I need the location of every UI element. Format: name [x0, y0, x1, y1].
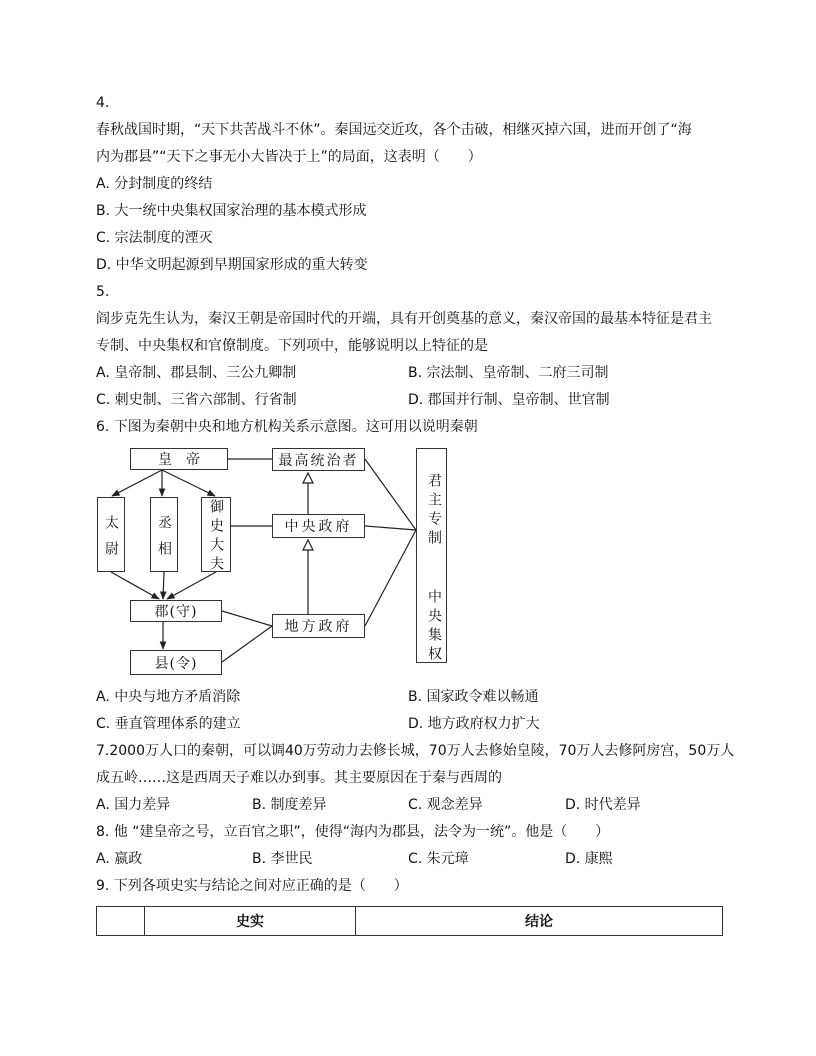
chengxiang-box — [150, 497, 178, 572]
q6-option-a[interactable]: A. 中央与地方矛盾消除 — [96, 689, 241, 705]
q5-number: 5. — [96, 284, 110, 300]
yushi-dafu-label: 御史大夫 — [208, 499, 224, 575]
table-header-conclusion: 结论 — [356, 907, 723, 936]
supreme-ruler-box: 最高统治者 — [272, 448, 365, 471]
q7-option-b[interactable]: B. 制度差异 — [252, 797, 327, 813]
taiwei-label: 太尉 — [103, 514, 119, 567]
q7-option-a[interactable]: A. 国力差异 — [96, 797, 171, 813]
q7-option-c[interactable]: C. 观念差异 — [408, 797, 483, 813]
q5-options-row-1 — [96, 360, 726, 387]
q4-stem-line-2: 内为郡县”“天下之事无小大皆决于上”的局面，这表明（ ） — [96, 149, 482, 165]
q8-option-c[interactable]: C. 朱元璋 — [408, 851, 469, 867]
q8-stem: 8. 他 “建皇帝之号，立百官之职”，使得“海内为郡县，法令为一统”。他是（ ） — [96, 824, 610, 840]
q6-options-row-2 — [96, 711, 726, 738]
q7-options-row — [96, 792, 726, 819]
q5-option-a[interactable]: A. 皇帝制、郡县制、三公九卿制 — [96, 365, 297, 381]
q9-table — [96, 906, 723, 936]
connector-supreme-right — [365, 459, 416, 530]
q6-option-c[interactable]: C. 垂直管理体系的建立 — [96, 716, 241, 732]
q5-stem-line-2: 专制、中央集权和官僚制度。下列项中，能够说明以上特征的是 — [96, 338, 488, 354]
local-government-box: 地方政府 — [272, 614, 365, 638]
arrow-chengxiang-commandery — [163, 572, 164, 599]
q8-option-d[interactable]: D. 康熙 — [565, 851, 613, 867]
q8-option-b[interactable]: B. 李世民 — [252, 851, 313, 867]
table-header-index — [97, 907, 145, 936]
yushi-dafu-box — [201, 497, 231, 575]
q7-stem-line-2: 成五岭……这是西周天子难以办到事。其主要原因在于秦与西周的 — [96, 770, 502, 786]
arrow-emperor-taiwei — [112, 470, 162, 496]
q7-option-d[interactable]: D. 时代差异 — [565, 797, 641, 813]
q9-stem: 9. 下列各项史实与结论之间对应正确的是（ ） — [96, 878, 408, 894]
q6-option-b[interactable]: B. 国家政令难以畅通 — [408, 689, 539, 705]
q4-option-c[interactable]: C. 宗法制度的湮灭 — [96, 230, 213, 246]
q6-options-row-1 — [96, 684, 726, 711]
table-header-facts: 史实 — [145, 907, 356, 936]
arrow-yushi-commandery — [167, 572, 216, 599]
q8-options-row — [96, 846, 726, 873]
commandery-box: 郡(守) — [130, 600, 222, 622]
q8-option-a[interactable]: A. 嬴政 — [96, 851, 143, 867]
q4-stem-line-1: 春秋战国时期，“天下共苦战斗不休”。秦国远交近攻，各个击破，相继灭掉六国，进而开创了“海 — [96, 122, 692, 138]
table-header-row — [97, 907, 723, 936]
qin-government-diagram — [96, 441, 456, 684]
q5-stem-line-1: 阎步克先生认为，秦汉王朝是帝国时代的开端，具有开创奠基的意义，秦汉帝国的最基本特征是君主 — [96, 311, 712, 327]
arrow-emperor-yushi — [162, 470, 215, 496]
connector-central-right — [365, 526, 416, 530]
question-list — [96, 90, 735, 936]
q6-option-d[interactable]: D. 地方政府权力扩大 — [408, 716, 540, 732]
q5-option-b[interactable]: B. 宗法制、皇帝制、二府三司制 — [408, 365, 609, 381]
q4-option-a[interactable]: A. 分封制度的终结 — [96, 176, 213, 192]
emperor-box: 皇帝 — [130, 448, 228, 470]
q6-stem: 6. 下图为秦朝中央和地方机构关系示意图。这可用以说明秦朝 — [96, 419, 478, 435]
centralization-label: 中央集权 — [426, 589, 442, 665]
arrow-taiwei-commandery — [111, 572, 159, 599]
taiwei-box — [97, 497, 125, 572]
q4-number: 4. — [96, 95, 110, 111]
county-box: 县(令) — [130, 650, 222, 675]
autocracy-centralization-box — [416, 448, 447, 663]
connector-local-right — [365, 530, 416, 626]
q5-option-d[interactable]: D. 郡国并行制、皇帝制、世官制 — [408, 392, 610, 408]
central-government-box: 中央政府 — [272, 514, 365, 538]
connector-county-local — [222, 626, 272, 662]
q5-option-c[interactable]: C. 刺史制、三省六部制、行省制 — [96, 392, 297, 408]
q4-option-b[interactable]: B. 大一统中央集权国家治理的基本模式形成 — [96, 203, 367, 219]
q5-options-row-2 — [96, 387, 726, 414]
q4-option-d[interactable]: D. 中华文明起源到早期国家形成的重大转变 — [96, 257, 368, 273]
connector-commandery-local — [222, 611, 272, 626]
chengxiang-label: 丞相 — [156, 514, 172, 567]
q7-stem-line-1: 7.2000万人口的秦朝，可以调40万劳动力去修长城，70万人去修始皇陵，70万人去修阿房宫，50万人 — [96, 743, 735, 759]
autocracy-label: 君主专制 — [426, 473, 442, 549]
